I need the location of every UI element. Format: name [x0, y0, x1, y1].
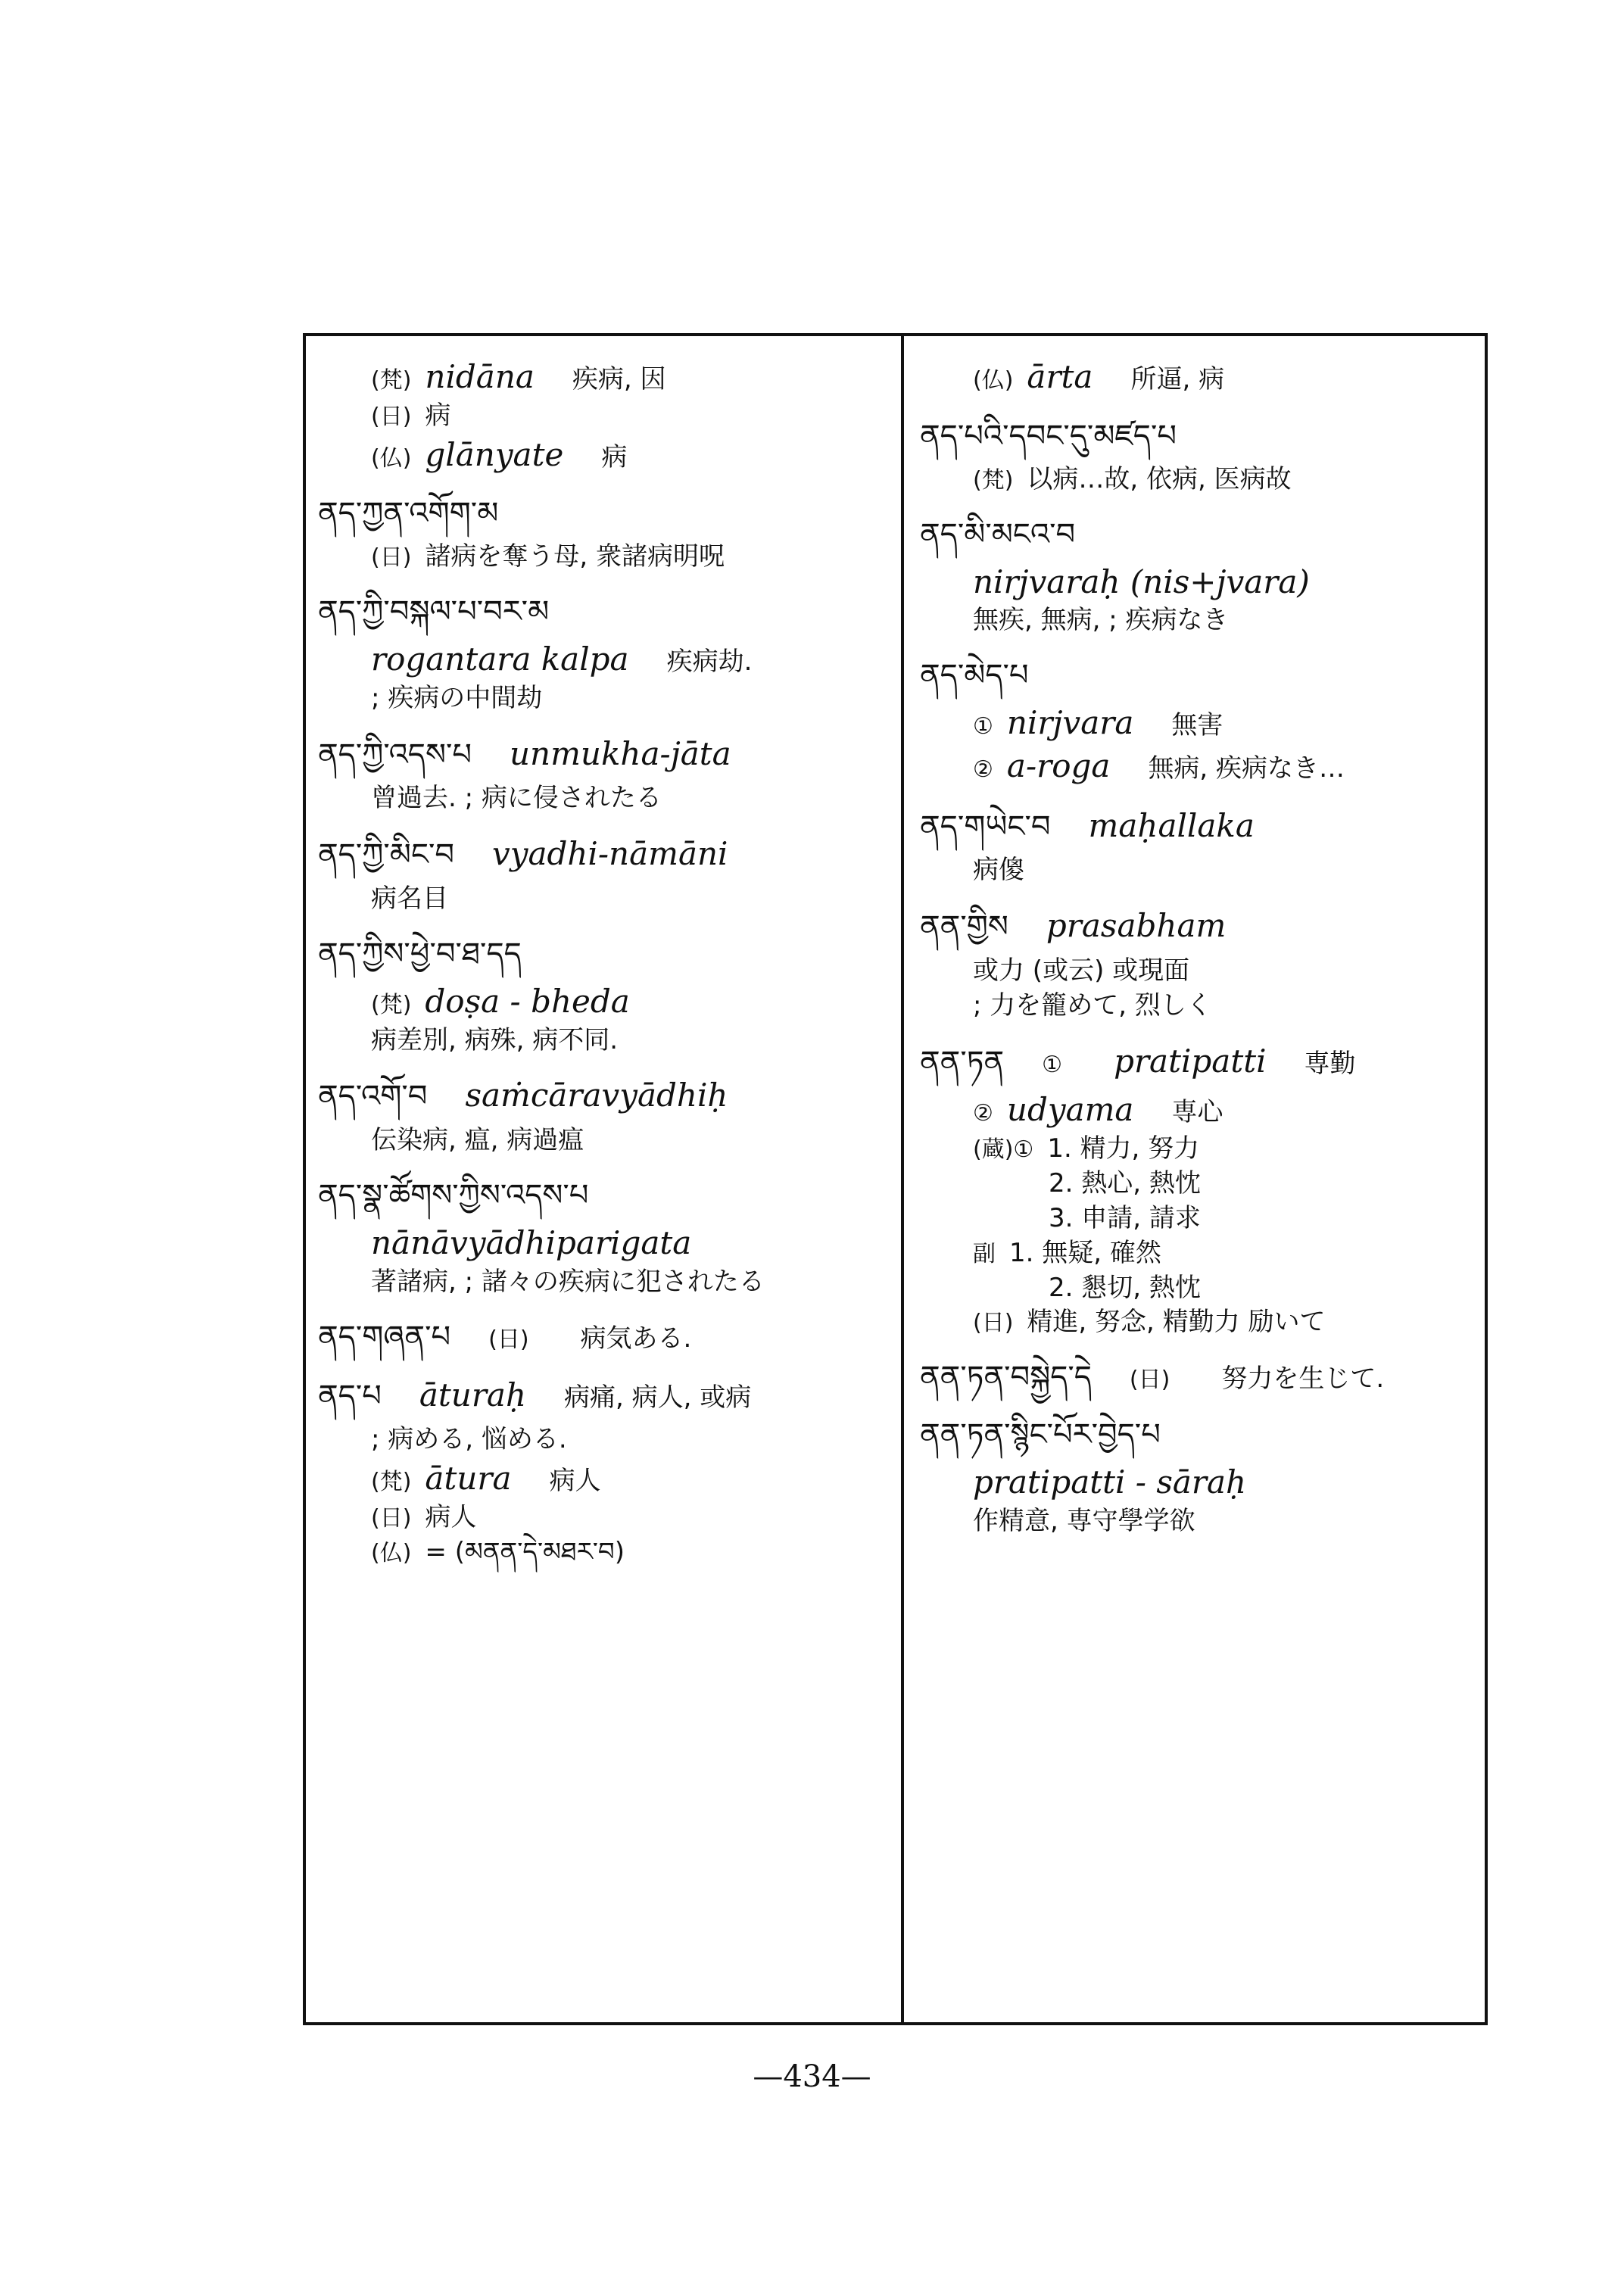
gloss-line	[318, 781, 893, 816]
gloss-line	[318, 980, 893, 1024]
japanese-gloss: 無害	[1171, 710, 1223, 741]
dictionary-entry	[920, 805, 1480, 889]
tibetan-headword: ནད་ཀྱན་འགོག་མ	[318, 496, 499, 531]
source-label: (仏)	[371, 444, 412, 472]
sanskrit-term: nidāna	[425, 358, 535, 395]
sanskrit-term: nānāvyādhiparigata	[371, 1224, 692, 1262]
japanese-gloss: 病	[601, 441, 628, 472]
tibetan-headword: ནན་ཏན་སྙིང་པོར་བྱེད་པ	[920, 1417, 1161, 1453]
gloss-line	[920, 1202, 1480, 1236]
gloss-line	[318, 1457, 893, 1501]
sanskrit-term: udyama	[1006, 1091, 1134, 1129]
gloss-line	[920, 463, 1480, 497]
japanese-gloss: 専心	[1171, 1097, 1223, 1128]
tibetan-headword: ནད་ཀྱིས་ཕྱེ་བ་ཐ་དད	[318, 936, 522, 971]
tibetan-headword: ནད་སྣ་ཚོགས་ཀྱིས་འདས་པ	[318, 1178, 589, 1214]
dictionary-entry	[920, 905, 1480, 1023]
source-label: (仏)	[371, 1539, 412, 1566]
japanese-gloss: 病痛, 病人, 或病	[564, 1382, 752, 1413]
japanese-gloss: 伝染病, 瘟, 病過瘟	[371, 1125, 584, 1156]
headword-line	[920, 655, 1480, 696]
sanskrit-term: doṣa - bheda	[425, 982, 630, 1020]
japanese-gloss: 病人	[425, 1501, 477, 1532]
tibetan-headword: ནད་གཞན་པ	[318, 1319, 451, 1354]
headword-line	[920, 1414, 1480, 1455]
headword-line	[318, 1175, 893, 1216]
sanskrit-term: rogantara kalpa	[371, 641, 629, 678]
gloss-line	[920, 1236, 1480, 1271]
headword-line	[318, 1317, 893, 1357]
japanese-gloss: 以病…故, 依病, 医病故	[1027, 463, 1292, 494]
japanese-gloss: 病	[425, 400, 451, 431]
column-divider	[901, 333, 904, 2025]
gloss-line	[318, 1024, 893, 1058]
gloss-line	[318, 356, 893, 399]
dictionary-entry	[920, 1414, 1480, 1539]
gloss-line	[920, 561, 1480, 604]
sanskrit-term: a-roga	[1006, 746, 1111, 784]
japanese-gloss: 疾病, 因	[572, 364, 666, 394]
japanese-gloss: 所逼, 病	[1130, 364, 1225, 394]
sanskrit-term: ārta	[1027, 358, 1093, 395]
japanese-gloss: 精進, 努念, 精勤力 励いて	[1027, 1307, 1326, 1338]
source-label: (日)	[1129, 1367, 1170, 1394]
japanese-gloss: 無病, 疾病なき…	[1148, 753, 1345, 784]
gloss-line	[920, 745, 1480, 788]
tibetan-headword: ནན་ཏན	[920, 1044, 1005, 1080]
dictionary-entry	[318, 933, 893, 1058]
headword-line	[318, 1074, 893, 1117]
sanskrit-term: glānyate	[425, 435, 564, 473]
gloss-line	[920, 1167, 1480, 1202]
headword-line	[920, 1040, 1480, 1083]
gloss-line	[920, 853, 1480, 888]
sanskrit-term: pratipatti	[1114, 1042, 1267, 1080]
gloss-line	[920, 1305, 1480, 1340]
sanskrit-term: āturaḥ	[419, 1376, 527, 1413]
headword-line	[920, 1357, 1480, 1398]
japanese-gloss: 病気ある.	[580, 1323, 692, 1354]
dictionary-entry	[318, 733, 893, 817]
gloss-line	[318, 638, 893, 681]
sanskrit-term: unmukha-jāta	[510, 734, 731, 772]
headword-line	[318, 833, 893, 876]
sanskrit-term: nirjvara	[1006, 704, 1134, 742]
japanese-gloss: 努力を生じて.	[1221, 1364, 1385, 1395]
sanskrit-term: ātura	[425, 1460, 512, 1498]
japanese-gloss: 病差別, 病殊, 病不同.	[371, 1024, 619, 1055]
source-label: (日)	[371, 1504, 412, 1532]
dictionary-entry	[318, 1374, 893, 1570]
headword-line	[318, 493, 893, 534]
tibetan-headword: ནད་ཀྱི་འདས་པ	[318, 737, 472, 772]
japanese-gloss: 著諸病, ; 諸々の疾病に犯されたる	[371, 1266, 765, 1297]
dictionary-entry	[318, 1074, 893, 1158]
gloss-line	[318, 399, 893, 434]
source-label: ①	[973, 713, 993, 740]
source-label: ①	[1042, 1051, 1063, 1078]
japanese-gloss: ; 力を籠めて, 烈しく	[973, 990, 1212, 1021]
gloss-line	[920, 356, 1480, 399]
japanese-gloss: 疾病劫.	[666, 647, 753, 678]
headword-line	[920, 514, 1480, 555]
gloss-line	[318, 1124, 893, 1158]
source-label: (梵)	[371, 367, 412, 394]
tibetan-headword: ནད་པའི་དབང་དུ་མཛད་པ	[920, 418, 1177, 454]
dictionary-entry	[318, 1317, 893, 1357]
gloss-line	[920, 989, 1480, 1024]
source-label: ②	[973, 756, 993, 783]
japanese-gloss: 2. 熱心, 熱忱	[1049, 1167, 1201, 1198]
tibetan-headword: ནད་མེད་པ	[920, 658, 1029, 693]
dictionary-entry	[920, 514, 1480, 639]
dictionary-entry	[318, 591, 893, 716]
page-number: —434—	[753, 2059, 871, 2094]
gloss-line	[318, 1501, 893, 1535]
sanskrit-term: maḥallaka	[1088, 806, 1255, 844]
right-column	[920, 356, 1480, 1556]
gloss-line	[920, 1271, 1480, 1306]
tibetan-headword: ནད་འགོ་བ	[318, 1079, 428, 1114]
japanese-gloss: 2. 懇切, 熱忱	[1049, 1272, 1201, 1303]
gloss-line	[920, 954, 1480, 989]
sanskrit-term: prasabham	[1046, 907, 1227, 945]
source-label: (日)	[371, 403, 412, 430]
gloss-line	[920, 1504, 1480, 1539]
dictionary-entry	[920, 1357, 1480, 1398]
sanskrit-term: saṁcāravyādhiḥ	[465, 1077, 728, 1114]
dictionary-entry	[920, 655, 1480, 787]
japanese-gloss: 或力 (或云) 或現面	[973, 955, 1190, 986]
gloss-line	[318, 1222, 893, 1265]
dictionary-entry	[920, 356, 1480, 399]
japanese-gloss: 病人	[549, 1466, 601, 1497]
japanese-gloss: 1. 無疑, 確然	[1009, 1237, 1161, 1268]
japanese-gloss: 作精意, 専守學学欲	[973, 1505, 1195, 1536]
source-label: (梵)	[973, 466, 1014, 494]
dictionary-entry	[318, 833, 893, 917]
source-label: (日)	[973, 1310, 1014, 1337]
japanese-gloss: = (མནན་དེ་མཐར་བ)	[425, 1536, 625, 1567]
japanese-gloss: 諸病を奪う母, 衆諸病明呪	[425, 541, 725, 572]
gloss-line	[920, 1089, 1480, 1132]
headword-line	[920, 905, 1480, 948]
headword-line	[920, 805, 1480, 848]
headword-line	[318, 1374, 893, 1417]
japanese-gloss: ; 病める, 悩める.	[371, 1424, 567, 1455]
source-label: (日)	[371, 544, 412, 572]
source-label: (梵)	[371, 1469, 412, 1496]
gloss-line	[318, 1535, 893, 1570]
japanese-gloss: 病名目	[371, 884, 448, 914]
source-label: (日)	[488, 1326, 529, 1353]
gloss-line	[318, 882, 893, 917]
headword-line	[920, 416, 1480, 457]
dictionary-entry	[318, 493, 893, 575]
tibetan-headword: ནད་གཡེང་བ	[920, 809, 1051, 844]
headword-line	[318, 733, 893, 776]
source-label: (梵)	[371, 991, 412, 1018]
headword-line	[318, 591, 893, 632]
japanese-gloss: 病傻	[973, 855, 1024, 886]
dictionary-entry	[920, 1040, 1480, 1341]
dictionary-entry	[318, 356, 893, 476]
tibetan-headword: ནད་ཀྱི་མིང་བ	[318, 837, 454, 873]
gloss-line	[920, 603, 1480, 638]
tibetan-headword: ནན་གྱིས	[920, 909, 1008, 945]
dictionary-entry	[920, 416, 1480, 497]
sanskrit-term: nirjvaraḥ (nis+jvara)	[973, 563, 1310, 600]
japanese-gloss: 3. 申請, 請求	[1049, 1202, 1201, 1233]
tibetan-headword: ནད་ཀྱི་བསྐལ་པ་བར་མ	[318, 594, 550, 630]
source-label: (蔵)①	[973, 1136, 1034, 1163]
sanskrit-term: vyadhi-nāmāni	[492, 835, 728, 873]
gloss-line	[318, 540, 893, 575]
gloss-line	[318, 434, 893, 477]
gloss-line	[920, 1461, 1480, 1504]
japanese-gloss: 1. 精力, 努力	[1047, 1133, 1200, 1164]
tibetan-headword: ནན་ཏན་བསྐྱེད་དེ	[920, 1360, 1092, 1395]
sanskrit-term: pratipatti - sāraḥ	[973, 1463, 1247, 1501]
tibetan-headword: ནད་མི་མངའ་བ	[920, 516, 1076, 552]
gloss-line	[920, 702, 1480, 745]
gloss-line	[318, 681, 893, 716]
headword-line	[318, 933, 893, 974]
source-label: 副	[973, 1240, 996, 1267]
japanese-gloss: 専勤	[1304, 1048, 1356, 1079]
source-label: (仏)	[973, 367, 1014, 394]
gloss-line	[920, 1132, 1480, 1167]
tibetan-headword: ནད་པ	[318, 1378, 382, 1413]
japanese-gloss: 曾過去. ; 病に侵されたる	[371, 783, 662, 814]
gloss-line	[318, 1265, 893, 1300]
gloss-line	[318, 1423, 893, 1457]
left-column	[318, 356, 893, 1587]
japanese-gloss: ; 疾病の中間劫	[371, 682, 543, 713]
source-label: ②	[973, 1100, 993, 1127]
dictionary-entry	[318, 1175, 893, 1300]
japanese-gloss: 無疾, 無病, ; 疾病なき	[973, 605, 1229, 636]
